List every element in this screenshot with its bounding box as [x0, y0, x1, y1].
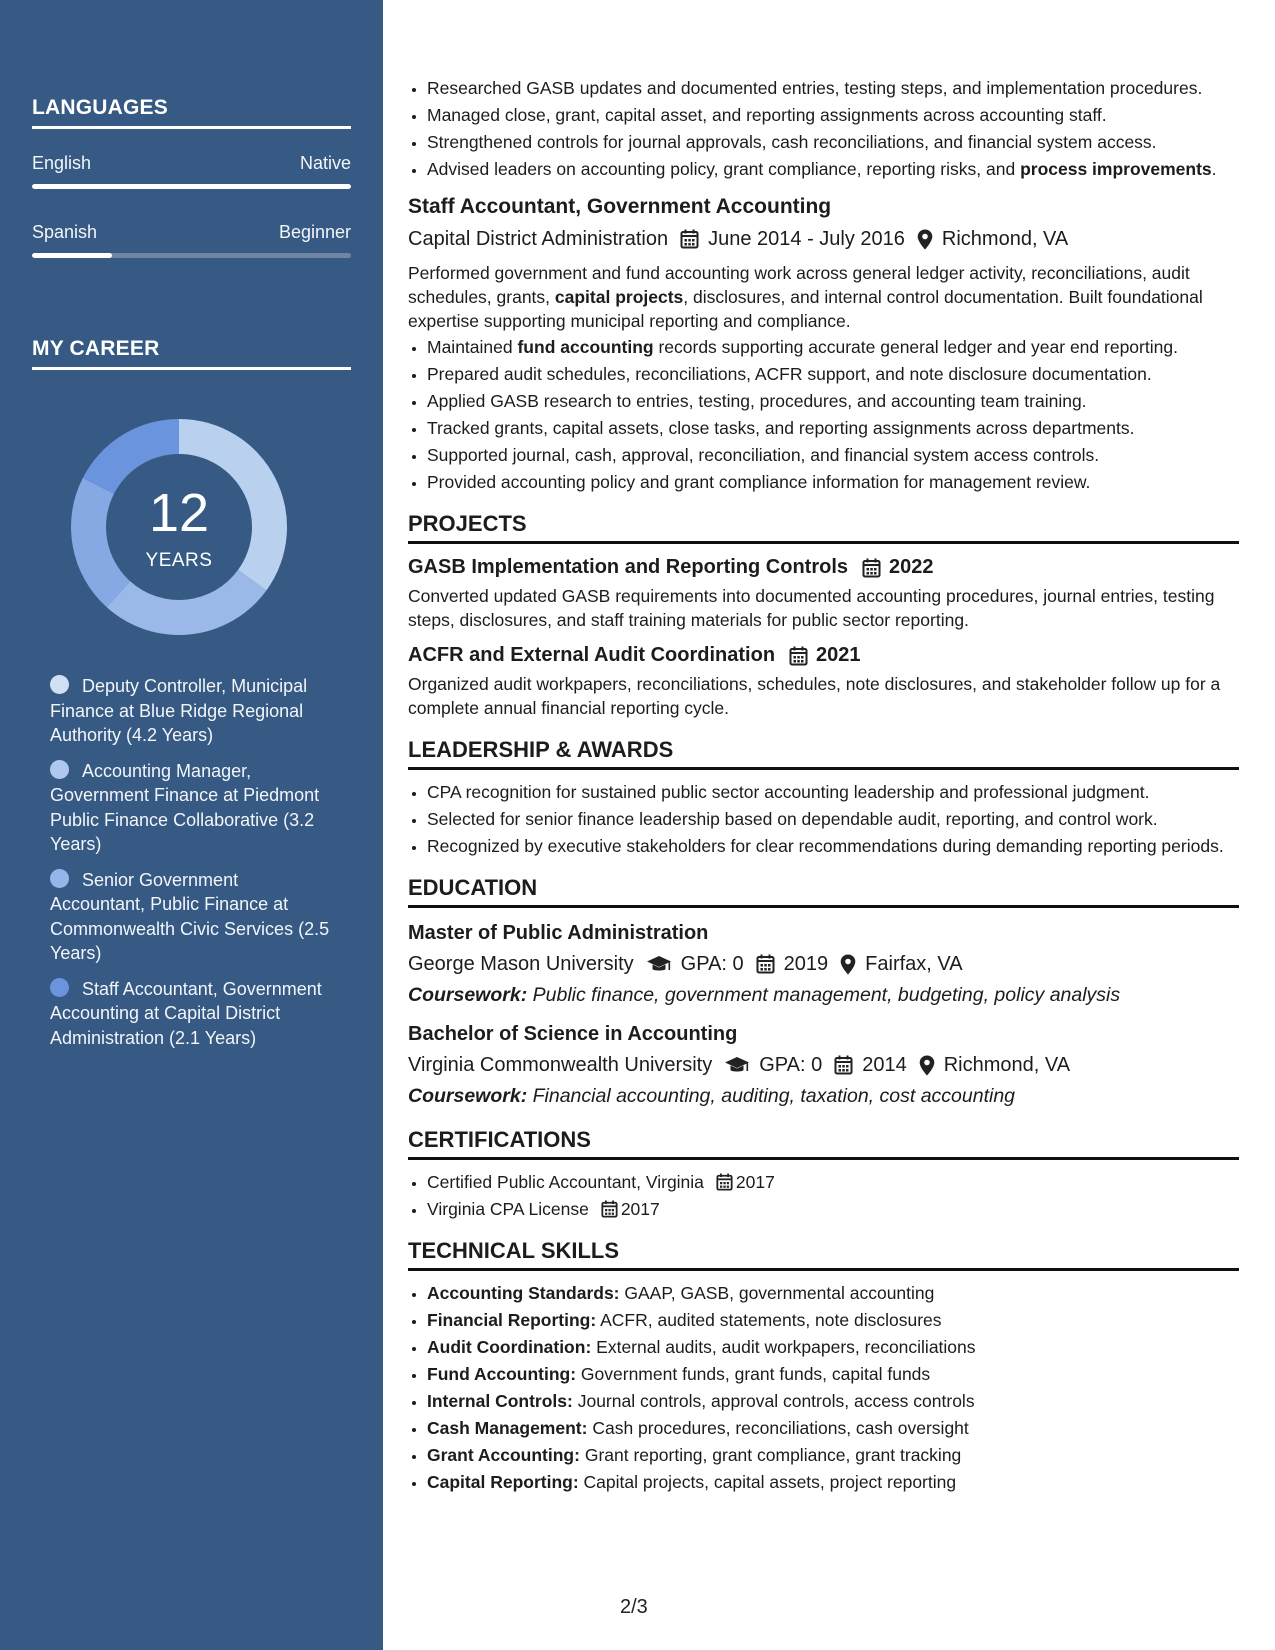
languages-heading: LANGUAGES — [32, 96, 168, 119]
list-item — [427, 1443, 1239, 1467]
skill-label: Internal Controls: — [427, 1391, 573, 1411]
project-description: Organized audit workpapers, reconciliations, schedules, note disclosures, and stakeholder follow up for a complete annual financial reporting cycle. — [408, 674, 1221, 718]
job-company: Capital District Administration — [408, 228, 669, 250]
gpa: GPA: 0 — [680, 953, 744, 975]
list-item: • Managed close, grant, capital asset, and reporting assignments across accounting staff. — [427, 103, 1239, 127]
project-year: 2021 — [816, 644, 861, 666]
list-item: • Prepared audit schedules, reconciliations, ACFR support, and note disclosure documentation. — [427, 362, 1239, 386]
list-item — [427, 1197, 1239, 1221]
list-item — [427, 1170, 1239, 1194]
list-item: • CPA recognition for sustained public sector accounting leadership and professional judgment. — [427, 780, 1239, 804]
skill-value: Grant reporting, grant compliance, grant tracking — [584, 1445, 962, 1465]
list-item: • Researched GASB updates and documented entries, testing steps, and implementation procedures. — [427, 76, 1239, 100]
language-spanish-bar — [32, 253, 351, 258]
career-donut-segment — [107, 570, 267, 635]
skill-label: Cash Management: — [427, 1418, 588, 1438]
skill-label: Audit Coordination: — [427, 1337, 592, 1357]
skill-value: GAAP, GASB, governmental accounting — [624, 1283, 935, 1303]
career-item-text: Staff Accountant, Government Accounting at Capital District Administration (2.1 Years) — [50, 978, 322, 1048]
language-english-fill — [32, 184, 351, 189]
list-item: • Recognized by executive stakeholders for clear recommendations during demanding reporting periods. — [427, 834, 1239, 858]
career-item-text: Senior Government Accountant, Public Finance at Commonwealth Civic Services (2.5 Years) — [50, 869, 330, 963]
project-title-row — [408, 642, 1239, 669]
location-pin-icon — [840, 954, 856, 975]
skill-value: Government funds, grant funds, capital funds — [580, 1364, 931, 1384]
list-item — [427, 1362, 1239, 1386]
bullet-text: Advised leaders on accounting policy, grant compliance, reporting risks, and — [427, 159, 1021, 179]
skill-value: External audits, audit workpapers, reconciliations — [596, 1337, 976, 1357]
certification-year: 2017 — [620, 1199, 660, 1219]
list-item: • Applied GASB research to entries, testing, procedures, and accounting team training. — [427, 389, 1239, 413]
calendar-icon — [789, 646, 808, 666]
project-title: GASB Implementation and Reporting Controls — [408, 556, 849, 578]
career-list — [50, 674, 335, 1061]
job-bullets — [408, 335, 1239, 494]
language-spanish-fill — [32, 253, 112, 258]
bullet-bold-text: process improvements — [1020, 159, 1212, 179]
job-dates: June 2014 - July 2016 — [708, 228, 905, 250]
career-dot-icon — [50, 675, 69, 694]
coursework — [408, 1083, 1239, 1110]
project-title-row — [408, 554, 1239, 581]
skill-label: Grant Accounting: — [427, 1445, 580, 1465]
location-pin-icon — [917, 229, 933, 250]
job-location: Richmond, VA — [941, 228, 1069, 250]
school-location: Fairfax, VA — [865, 953, 963, 975]
bullet-bold-text: fund accounting — [517, 337, 654, 357]
sidebar — [0, 0, 383, 1650]
job-meta — [408, 225, 1239, 253]
career-item-text: Accounting Manager, Government Finance at Piedmont Public Finance Collaborative (3.2 Years) — [50, 760, 320, 854]
coursework — [408, 982, 1239, 1009]
location-pin-icon — [919, 1055, 935, 1076]
list-item — [427, 1389, 1239, 1413]
career-total-years: 12 — [148, 483, 210, 543]
leadership-list — [408, 780, 1239, 858]
list-item: • Supported journal, cash, approval, reconciliation, and financial system access controls. — [427, 443, 1239, 467]
language-level: Beginner — [278, 222, 351, 242]
list-item: • Selected for senior finance leadership based on dependable audit, reporting, and control work. — [427, 807, 1239, 831]
list-item — [427, 157, 1239, 181]
gpa: GPA: 0 — [759, 1054, 823, 1076]
career-item — [50, 868, 335, 966]
degree-title: Master of Public Administration — [408, 922, 709, 944]
school-name: Virginia Commonwealth University — [408, 1054, 713, 1076]
skill-label: Financial Reporting: — [427, 1310, 597, 1330]
skill-label: Capital Reporting: — [427, 1472, 579, 1492]
desc-text: , disclosures, and internal control documentation. Built foundational expertise supporting municipal reporting and compliance. — [408, 287, 1203, 331]
school-name: George Mason University — [408, 953, 634, 975]
graduation-cap-icon — [646, 955, 672, 974]
career-item-text: Deputy Controller, Municipal Finance at Blue Ridge Regional Authority (4.2 Years) — [50, 676, 308, 745]
calendar-icon — [756, 954, 775, 974]
graduation-year: 2019 — [783, 953, 829, 975]
skill-label: Fund Accounting: — [427, 1364, 577, 1384]
calendar-icon — [834, 1055, 853, 1075]
skills-list — [408, 1281, 1239, 1494]
calendar-icon — [716, 1173, 733, 1191]
language-english — [32, 153, 351, 174]
career-heading: MY CAREER — [32, 337, 160, 360]
certification-name: • Certified Public Accountant, Virginia — [427, 1172, 704, 1192]
career-item — [50, 759, 335, 857]
list-item — [427, 1281, 1239, 1305]
career-years-label: YEARS — [145, 550, 213, 571]
coursework-label: Coursework: — [408, 1085, 528, 1107]
list-item: • Strengthened controls for journal approvals, cash reconciliations, and financial system access. — [427, 130, 1239, 154]
project-description: Converted updated GASB requirements into documented accounting procedures, journal entries, testing steps, disclosures, and staff training materials for public sector reporting. — [408, 586, 1215, 630]
job-description — [408, 261, 1239, 333]
desc-text: Performed government and fund accounting work across general ledger activity, reconciliations, audit schedules, grants, — [408, 263, 1190, 307]
certification-name: • Virginia CPA License — [427, 1199, 589, 1219]
list-item — [427, 1470, 1239, 1494]
skill-value: Journal controls, approval controls, access controls — [577, 1391, 975, 1411]
job-title: Staff Accountant, Government Accounting — [408, 195, 832, 218]
bullet-text: . — [1211, 159, 1217, 179]
language-name: English — [32, 153, 92, 173]
certification-year: 2017 — [735, 1172, 775, 1192]
projects-heading: PROJECTS — [408, 510, 1239, 544]
page-number: 2/3 — [620, 1596, 648, 1618]
education-meta — [408, 1051, 1239, 1079]
graduation-cap-icon — [724, 1056, 750, 1075]
list-item — [427, 1308, 1239, 1332]
career-item — [50, 977, 335, 1051]
list-item — [427, 335, 1239, 359]
skills-heading: TECHNICAL SKILLS — [408, 1237, 1239, 1271]
languages-rule — [32, 126, 351, 129]
list-item: • Provided accounting policy and grant compliance information for management review. — [427, 470, 1239, 494]
career-dot-icon — [50, 869, 69, 888]
prior-role-bullets — [408, 76, 1239, 181]
project-title: ACFR and External Audit Coordination — [408, 644, 776, 666]
bullet-text: records supporting accurate general ledger and year end reporting. — [653, 337, 1178, 357]
calendar-icon — [862, 558, 881, 578]
graduation-year: 2014 — [862, 1054, 907, 1076]
calendar-icon — [601, 1200, 618, 1218]
language-english-bar — [32, 184, 351, 189]
coursework-text: Public finance, government management, budgeting, policy analysis — [532, 984, 1121, 1006]
project-year: 2022 — [889, 556, 934, 578]
degree-title: Bachelor of Science in Accounting — [408, 1023, 738, 1045]
desc-bold-text: capital projects — [554, 287, 684, 307]
skill-label: Accounting Standards: — [427, 1283, 620, 1303]
certifications-heading: CERTIFICATIONS — [408, 1126, 1239, 1160]
calendar-icon — [680, 229, 699, 249]
list-item — [427, 1335, 1239, 1359]
coursework-text: Financial accounting, auditing, taxation, cost accounting — [532, 1085, 1016, 1107]
skill-value: Capital projects, capital assets, project reporting — [583, 1472, 957, 1492]
career-item — [50, 674, 335, 748]
language-level: Native — [299, 153, 351, 173]
career-dot-icon — [50, 978, 69, 997]
language-name: Spanish — [32, 222, 98, 242]
main-content — [408, 76, 1239, 1497]
skill-value: Cash procedures, reconciliations, cash oversight — [592, 1418, 969, 1438]
language-spanish — [32, 222, 351, 243]
education-heading: EDUCATION — [408, 874, 1239, 908]
leadership-heading: LEADERSHIP & AWARDS — [408, 736, 1239, 770]
skill-value: ACFR, audited statements, note disclosures — [600, 1310, 942, 1330]
bullet-text: Maintained — [427, 337, 518, 357]
career-dot-icon — [50, 760, 69, 779]
education-meta — [408, 950, 1239, 978]
list-item: • Tracked grants, capital assets, close tasks, and reporting assignments across departments. — [427, 416, 1239, 440]
certifications-list — [408, 1170, 1239, 1221]
coursework-label: Coursework: — [408, 984, 528, 1006]
career-rule — [32, 367, 351, 370]
school-location: Richmond, VA — [943, 1054, 1071, 1076]
list-item — [427, 1416, 1239, 1440]
